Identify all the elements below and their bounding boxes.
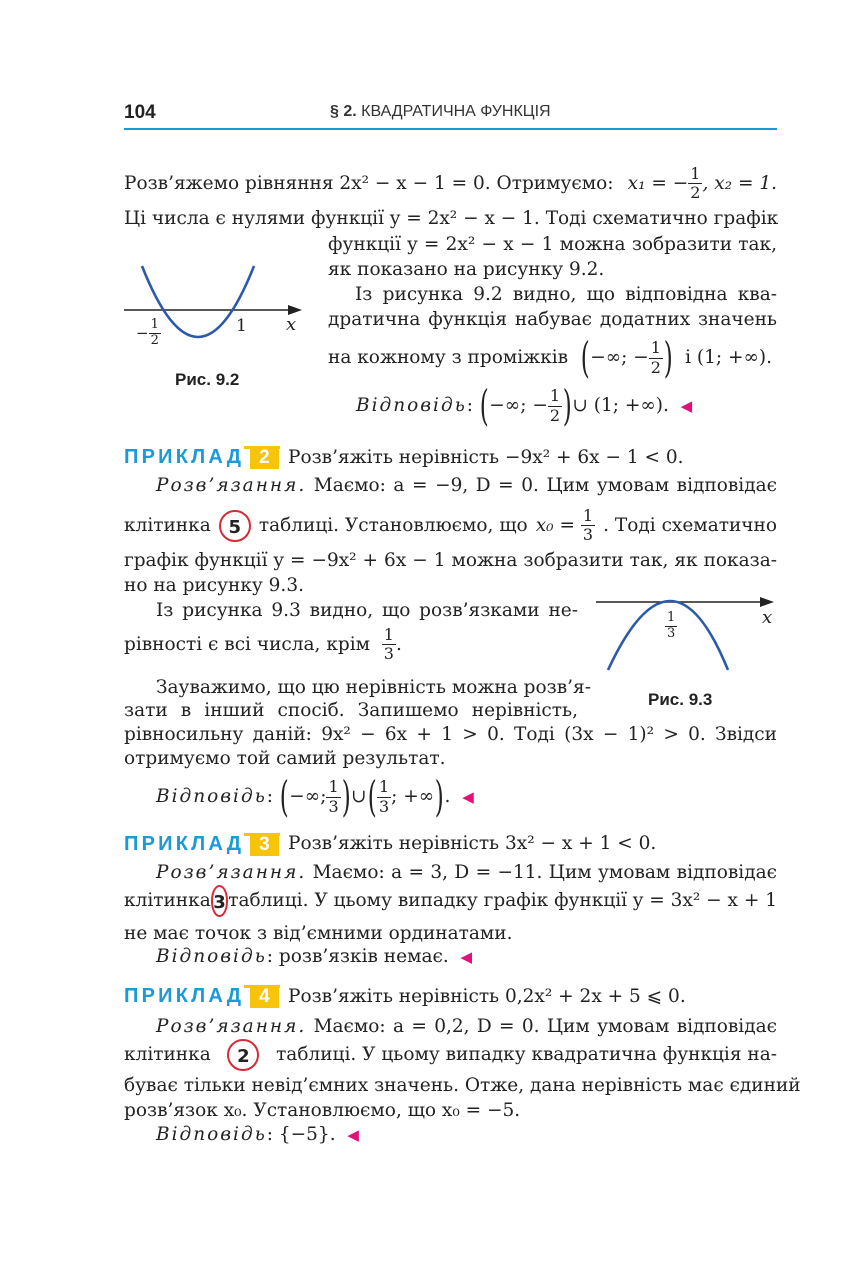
example-word: ПРИКЛАД — [124, 833, 245, 855]
p1-answer: Відповідь : ( −∞; − $\frac{1}{2}$ ) ∪ (1; +∞). ◀ — [356, 381, 693, 430]
p1-line5: Із рисунка 9.2 видно, що відповідна ква- — [355, 284, 777, 305]
example-word: ПРИКЛАД — [124, 985, 245, 1007]
end-triangle-icon: ◀ — [462, 787, 474, 806]
running-header — [330, 104, 551, 120]
example-number: 4 — [250, 985, 279, 1008]
answer-part-a: −∞; − — [489, 394, 548, 416]
ex3-line2-a: клітинка — [124, 889, 211, 911]
frac-den: 2 — [549, 405, 561, 425]
p1-roots — [628, 165, 777, 203]
ex3-task: Розв’яжіть нерівність 3x² − x + 1 < 0. — [288, 833, 657, 854]
ex2-task: Розв’яжіть нерівність −9x² + 6x − 1 < 0. — [288, 447, 684, 468]
answer-part-b: ∪ (1; +∞). — [572, 394, 669, 416]
answer-fraction-2 — [377, 778, 391, 816]
example-word: ПРИКЛАД — [124, 446, 245, 468]
frac-num: 1 — [328, 777, 339, 797]
answer-part-a: −∞; — [289, 785, 327, 807]
vertex-x: x₀ = — [535, 514, 575, 536]
ex2-line4: но на рисунку 9.3. — [124, 575, 304, 596]
p1-line6: дратична функція набуває додатних значень — [328, 309, 777, 330]
page-number: 104 — [124, 102, 156, 123]
header-rule — [124, 128, 777, 130]
fig93-caption: Рис. 9.3 — [648, 690, 713, 709]
answer-period: . — [444, 785, 451, 807]
ex4-line2-a: клітинка — [124, 1043, 211, 1065]
ex4-line4: розв’язок x₀. Установлюємо, що x₀ = −5. — [124, 1100, 521, 1121]
p1-line2: Ці числа є нулями функції y = 2x² − x − 1. Тоді схематично графік — [124, 208, 779, 229]
fig92-left-label — [136, 318, 161, 349]
ex2-line2-b: таблиці. Установлюємо, що — [258, 514, 528, 536]
ex2-line1 — [156, 477, 777, 496]
frac-num: 1 — [667, 610, 676, 625]
fig93-vertex-label — [665, 611, 677, 642]
p1-line7-text: на кожному з проміжків — [328, 346, 569, 368]
example-2-label — [124, 446, 279, 469]
answer-fraction — [548, 387, 562, 425]
ex2-line2 — [124, 507, 777, 545]
ex2-line6-text: рівності є всі числа, крім — [124, 633, 371, 655]
example-4-label — [124, 985, 279, 1008]
ex3-line3: не має точок з від’ємними ординатами. — [124, 923, 513, 944]
ex3-line1-text: Маємо: a = 3, D = −11. Цим умовам відповідає — [312, 862, 777, 883]
end-triangle-icon: ◀ — [460, 948, 473, 966]
frac-num: 1 — [582, 506, 594, 525]
paren-open: ( — [367, 772, 377, 821]
fig93-fraction — [665, 611, 677, 642]
union-sign: ∪ — [351, 785, 367, 807]
paren-open: ( — [279, 772, 289, 821]
frac-num: 1 — [690, 164, 701, 183]
ex2-line5: Із рисунка 9.3 видно, що розв’язками не- — [156, 600, 578, 621]
p1-line3: функції y = 2x² − x − 1 можна зобразити так, — [328, 234, 777, 255]
figure-9-3 — [594, 590, 784, 680]
answer-label: Відповідь — [156, 785, 267, 807]
ex2-line2-a: клітинка — [124, 514, 211, 536]
frac-den: 3 — [378, 796, 390, 816]
root-x1-fraction — [688, 165, 702, 203]
ex2-line6: рівності є всі числа, крім $\frac{1}{3}$ . — [124, 625, 402, 664]
frac-den: 2 — [690, 183, 701, 203]
answer-part-c: ; +∞ — [391, 785, 435, 807]
table-cell-marker: 2 — [227, 1039, 259, 1071]
paren-close: ) — [562, 381, 572, 430]
frac-den: 3 — [383, 644, 394, 664]
answer-label: Відповідь — [156, 1124, 267, 1145]
fig92-axis-label: x — [286, 314, 297, 335]
fig92-right-label: 1 — [236, 316, 247, 336]
ex2-line8: зати в інший спосіб. Запишемо нерівність, — [124, 700, 578, 721]
frac-den: 2 — [650, 357, 661, 377]
ex2-line3: графік функції y = −9x² + 6x − 1 можна зобразити так, як показа- — [124, 550, 777, 571]
fig92-caption: Рис. 9.2 — [175, 370, 240, 389]
fig92-fraction — [149, 318, 161, 349]
root-x1: x₁ = − — [627, 172, 689, 194]
ex4-line2 — [124, 1039, 777, 1071]
solution-label: Розв’язання. — [156, 862, 307, 883]
ex2-line10: отримуємо той самий результат. — [124, 748, 446, 769]
answer-text: : розв’язків немає. — [266, 946, 449, 967]
p1-line1 — [124, 165, 777, 203]
p1-line1-text: Розв’яжемо рівняння 2x² − x − 1 = 0. Отримуємо: — [124, 172, 614, 194]
solution-label: Розв’язання. — [156, 475, 307, 496]
answer-label: Відповідь — [356, 394, 467, 416]
minus-sign: − — [136, 324, 149, 343]
answer-label: Відповідь — [156, 946, 267, 967]
example-3-label — [124, 833, 279, 856]
ex2-line1-text: Маємо: a = −9, D = 0. Цим умовам відповідає — [313, 475, 777, 496]
frac-num: 1 — [549, 386, 561, 406]
example-number: 2 — [250, 446, 279, 469]
frac-num: 1 — [150, 317, 159, 332]
example-number: 3 — [250, 833, 279, 856]
paren-close: ) — [434, 772, 444, 821]
ex4-line2-b: таблиці. У цьому випадку квадратична функція на- — [276, 1043, 777, 1065]
ex4-task: Розв’яжіть нерівність 0,2x² + 2x + 5 ⩽ 0. — [288, 986, 686, 1007]
ex4-answer — [156, 1126, 359, 1145]
p1-line7 — [328, 333, 773, 382]
paren-close: ) — [341, 772, 351, 821]
ex3-line1 — [156, 864, 777, 883]
interval-fraction — [649, 339, 663, 377]
section-number: § 2. — [330, 103, 357, 120]
ex2-answer: Відповідь : ( −∞; $\frac{1}{3}$ ) ∪ ( $\frac{1}{3}$ ; +∞ ) . ◀ — [156, 772, 474, 821]
frac-den: 2 — [150, 332, 159, 348]
table-cell-marker: 5 — [219, 510, 251, 542]
paren-open: ( — [479, 381, 489, 430]
end-triangle-icon: ◀ — [347, 1126, 359, 1144]
except-fraction — [382, 626, 396, 664]
paren-close: ) — [663, 333, 673, 382]
root-x2: , x₂ = 1. — [702, 172, 777, 194]
ex3-line2 — [124, 885, 777, 917]
frac-num: 1 — [650, 338, 661, 358]
table-cell-marker: 3 — [211, 885, 229, 917]
p1-line4: як показано на рисунку 9.2. — [328, 259, 605, 280]
answer-text: : {−5}. — [266, 1124, 336, 1145]
ex4-line1 — [156, 1018, 777, 1037]
frac-num: 1 — [378, 777, 390, 797]
interval-right: і (1; +∞). — [685, 346, 773, 368]
section-title: КВАДРАТИЧНА ФУНКЦІЯ — [361, 103, 551, 120]
end-triangle-icon: ◀ — [680, 396, 693, 415]
solution-label: Розв’язання. — [156, 1016, 307, 1037]
frac-den: 3 — [667, 625, 676, 641]
interval-left: −∞; − — [590, 346, 649, 368]
answer-fraction-1 — [326, 778, 340, 816]
ex2-line2-c: . Тоді схематично — [603, 514, 777, 536]
ex3-line2-b: таблиці. У цьому випадку графік функції y = 3x² − x + 1 — [228, 889, 777, 911]
frac-den: 3 — [328, 796, 339, 816]
ex3-answer — [156, 948, 472, 967]
frac-num: 1 — [383, 625, 394, 644]
ex4-line3: буває тільки невід’ємних значень. Отже, дана нерівність має єдиний — [124, 1075, 801, 1096]
fig93-axis-label: x — [762, 607, 773, 628]
frac-den: 3 — [582, 525, 594, 545]
ex2-vertex — [536, 507, 595, 545]
axis-arrow-icon — [760, 597, 774, 607]
paren-open: ( — [580, 333, 590, 382]
vertex-fraction — [581, 507, 595, 545]
ex2-line9: рівносильну даній: 9x² − 6x + 1 > 0. Тоді (3x − 1)² > 0. Звідси — [124, 724, 777, 745]
ex4-line1-text: Маємо: a = 0,2, D = 0. Цим умовам відповідає — [313, 1016, 777, 1037]
ex2-line7: Зауважимо, що цю нерівність можна розв’я- — [156, 677, 591, 698]
